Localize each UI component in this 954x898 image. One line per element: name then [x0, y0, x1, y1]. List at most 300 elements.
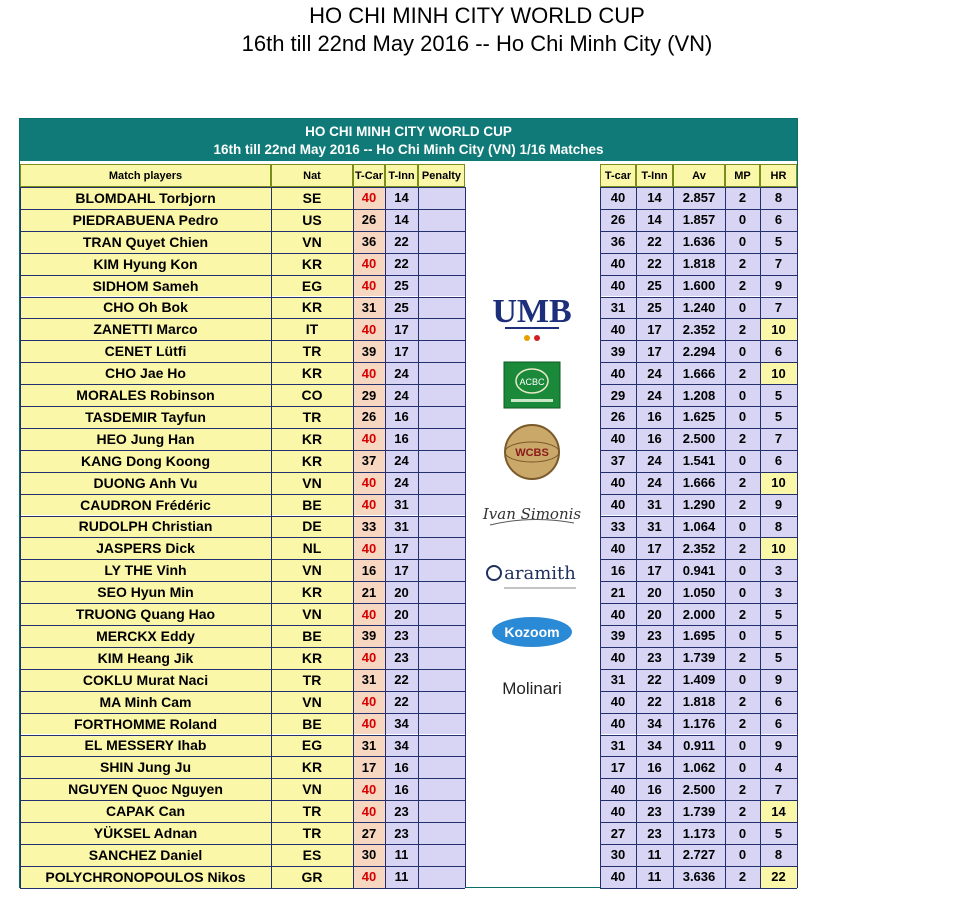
player-tcar: 40 — [353, 362, 385, 384]
player-penalty — [418, 756, 465, 778]
row-divider — [600, 231, 797, 232]
result-average: 2.727 — [673, 844, 725, 866]
result-mp: 0 — [725, 844, 760, 866]
result-average: 2.500 — [673, 778, 725, 800]
result-hr: 8 — [760, 516, 797, 538]
player-nat: TR — [271, 340, 353, 362]
player-nat: EG — [271, 735, 353, 757]
row-divider — [600, 822, 797, 823]
player-nat: DE — [271, 516, 353, 538]
result-mp: 2 — [725, 537, 760, 559]
row-divider — [600, 297, 797, 298]
row-divider — [20, 406, 465, 407]
player-tinn: 22 — [385, 231, 418, 253]
player-nat: TR — [271, 822, 353, 844]
result-hr: 10 — [760, 362, 797, 384]
result-tcar: 31 — [600, 669, 636, 691]
row-divider — [20, 494, 465, 495]
player-tcar: 40 — [353, 472, 385, 494]
player-penalty — [418, 603, 465, 625]
player-nat: VN — [271, 231, 353, 253]
player-name: YÜKSEL Adnan — [20, 822, 271, 844]
result-tinn: 24 — [636, 384, 673, 406]
row-divider — [20, 735, 465, 736]
result-tinn: 25 — [636, 297, 673, 319]
result-tinn: 17 — [636, 318, 673, 340]
result-mp: 2 — [725, 187, 760, 209]
player-penalty — [418, 669, 465, 691]
result-tinn: 17 — [636, 340, 673, 362]
player-name: TRUONG Quang Hao — [20, 603, 271, 625]
result-tinn: 20 — [636, 603, 673, 625]
result-average: 1.857 — [673, 209, 725, 231]
result-tcar: 40 — [600, 472, 636, 494]
result-tcar: 39 — [600, 340, 636, 362]
player-penalty — [418, 844, 465, 866]
result-mp: 2 — [725, 691, 760, 713]
row-divider — [600, 406, 797, 407]
player-penalty — [418, 209, 465, 231]
player-penalty — [418, 231, 465, 253]
row-divider — [20, 297, 465, 298]
row-divider — [600, 778, 797, 779]
result-tinn: 11 — [636, 844, 673, 866]
result-tcar: 26 — [600, 406, 636, 428]
row-divider — [20, 253, 465, 254]
result-hr: 7 — [760, 253, 797, 275]
result-hr: 22 — [760, 866, 797, 888]
result-tinn: 23 — [636, 647, 673, 669]
header-hr: HR — [760, 164, 797, 187]
player-nat: KR — [271, 253, 353, 275]
player-tinn: 16 — [385, 406, 418, 428]
row-divider — [20, 187, 465, 188]
result-mp: 0 — [725, 406, 760, 428]
player-penalty — [418, 691, 465, 713]
row-divider — [20, 559, 465, 560]
wcbs-logo — [465, 422, 598, 482]
result-tcar: 31 — [600, 735, 636, 757]
player-penalty — [418, 450, 465, 472]
result-tinn: 23 — [636, 800, 673, 822]
player-name: KIM Hyung Kon — [20, 253, 271, 275]
result-average: 1.409 — [673, 669, 725, 691]
player-tcar: 31 — [353, 735, 385, 757]
player-tinn: 31 — [385, 494, 418, 516]
result-tinn: 22 — [636, 669, 673, 691]
result-tinn: 22 — [636, 253, 673, 275]
player-nat: BE — [271, 625, 353, 647]
simonis-logo-text: Ivan Simonis — [482, 505, 581, 523]
player-nat: NL — [271, 537, 353, 559]
player-tinn: 34 — [385, 735, 418, 757]
row-divider — [20, 756, 465, 757]
row-divider — [600, 625, 797, 626]
player-tcar: 40 — [353, 866, 385, 888]
row-divider — [20, 888, 465, 889]
column-divider — [760, 187, 761, 888]
result-tinn: 23 — [636, 625, 673, 647]
player-name: TASDEMIR Tayfun — [20, 406, 271, 428]
row-divider — [20, 669, 465, 670]
player-name: CHO Jae Ho — [20, 362, 271, 384]
player-name: CAPAK Can — [20, 800, 271, 822]
player-nat: VN — [271, 691, 353, 713]
row-divider — [600, 713, 797, 714]
player-nat: CO — [271, 384, 353, 406]
result-hr: 5 — [760, 603, 797, 625]
player-penalty — [418, 713, 465, 735]
result-tinn: 16 — [636, 406, 673, 428]
row-divider — [600, 428, 797, 429]
player-nat: TR — [271, 406, 353, 428]
player-name: SANCHEZ Daniel — [20, 844, 271, 866]
player-tinn: 20 — [385, 581, 418, 603]
result-tcar: 29 — [600, 384, 636, 406]
player-tcar: 40 — [353, 253, 385, 275]
player-tcar: 40 — [353, 603, 385, 625]
player-tinn: 25 — [385, 275, 418, 297]
result-tcar: 40 — [600, 866, 636, 888]
row-divider — [20, 537, 465, 538]
player-name: BLOMDAHL Torbjorn — [20, 187, 271, 209]
result-hr: 4 — [760, 756, 797, 778]
player-penalty — [418, 822, 465, 844]
row-divider — [20, 778, 465, 779]
header-right-tinn: T-Inn — [636, 164, 673, 187]
result-average: 0.941 — [673, 559, 725, 581]
header-penalty: Penalty — [418, 164, 465, 187]
column-divider — [636, 187, 637, 888]
player-tcar: 31 — [353, 297, 385, 319]
row-divider — [20, 603, 465, 604]
result-mp: 0 — [725, 822, 760, 844]
player-name: TRAN Quyet Chien — [20, 231, 271, 253]
aramith-logo-text: aramith — [503, 563, 576, 584]
result-average: 1.050 — [673, 581, 725, 603]
player-name: SIDHOM Sameh — [20, 275, 271, 297]
player-tcar: 39 — [353, 340, 385, 362]
result-mp: 0 — [725, 450, 760, 472]
result-mp: 0 — [725, 669, 760, 691]
player-name: SEO Hyun Min — [20, 581, 271, 603]
player-nat: KR — [271, 362, 353, 384]
result-tinn: 16 — [636, 756, 673, 778]
header-tcar: T-Car — [353, 164, 385, 187]
player-tinn: 23 — [385, 800, 418, 822]
result-tinn: 17 — [636, 537, 673, 559]
player-tcar: 40 — [353, 537, 385, 559]
player-name: MA Minh Cam — [20, 691, 271, 713]
player-name: KANG Dong Koong — [20, 450, 271, 472]
result-tcar: 40 — [600, 537, 636, 559]
player-penalty — [418, 516, 465, 538]
result-hr: 8 — [760, 844, 797, 866]
player-tinn: 24 — [385, 472, 418, 494]
player-tinn: 14 — [385, 187, 418, 209]
result-tinn: 23 — [636, 822, 673, 844]
result-mp: 2 — [725, 318, 760, 340]
result-hr: 14 — [760, 800, 797, 822]
result-mp: 2 — [725, 275, 760, 297]
player-tinn: 20 — [385, 603, 418, 625]
player-name: COKLU Murat Naci — [20, 669, 271, 691]
player-tcar: 30 — [353, 844, 385, 866]
result-average: 2.500 — [673, 428, 725, 450]
player-nat: VN — [271, 778, 353, 800]
result-hr: 5 — [760, 406, 797, 428]
player-tinn: 16 — [385, 756, 418, 778]
result-tcar: 40 — [600, 318, 636, 340]
player-tcar: 40 — [353, 713, 385, 735]
result-hr: 6 — [760, 713, 797, 735]
result-mp: 2 — [725, 647, 760, 669]
player-tinn: 16 — [385, 778, 418, 800]
result-tcar: 40 — [600, 253, 636, 275]
result-hr: 5 — [760, 231, 797, 253]
player-tinn: 24 — [385, 384, 418, 406]
result-tinn: 24 — [636, 362, 673, 384]
row-divider — [20, 647, 465, 648]
result-hr: 6 — [760, 340, 797, 362]
column-divider — [20, 187, 21, 888]
player-tcar: 40 — [353, 428, 385, 450]
result-mp: 2 — [725, 253, 760, 275]
player-penalty — [418, 340, 465, 362]
player-penalty — [418, 800, 465, 822]
result-tcar: 40 — [600, 428, 636, 450]
player-tinn: 23 — [385, 625, 418, 647]
result-tinn: 14 — [636, 187, 673, 209]
row-divider — [20, 340, 465, 341]
column-divider — [271, 187, 272, 888]
player-penalty — [418, 581, 465, 603]
result-mp: 0 — [725, 625, 760, 647]
result-mp: 0 — [725, 340, 760, 362]
row-divider — [600, 494, 797, 495]
column-divider — [465, 187, 466, 888]
acbc-logo-text: ACBC — [518, 377, 545, 387]
player-name: MERCKX Eddy — [20, 625, 271, 647]
result-tcar: 31 — [600, 297, 636, 319]
result-average: 2.000 — [673, 603, 725, 625]
result-tinn: 17 — [636, 559, 673, 581]
player-tinn: 17 — [385, 340, 418, 362]
player-tinn: 17 — [385, 559, 418, 581]
row-divider — [600, 384, 797, 385]
result-average: 1.541 — [673, 450, 725, 472]
result-mp: 2 — [725, 713, 760, 735]
result-tinn: 22 — [636, 691, 673, 713]
result-hr: 5 — [760, 625, 797, 647]
result-tinn: 34 — [636, 713, 673, 735]
player-tinn: 17 — [385, 318, 418, 340]
aramith-logo — [465, 554, 598, 596]
result-average: 1.666 — [673, 472, 725, 494]
player-name: LY THE Vinh — [20, 559, 271, 581]
player-tcar: 31 — [353, 669, 385, 691]
player-penalty — [418, 297, 465, 319]
player-nat: ES — [271, 844, 353, 866]
result-hr: 9 — [760, 275, 797, 297]
result-tcar: 40 — [600, 800, 636, 822]
result-mp: 0 — [725, 384, 760, 406]
result-mp: 0 — [725, 231, 760, 253]
player-tinn: 34 — [385, 713, 418, 735]
result-average: 1.208 — [673, 384, 725, 406]
result-mp: 2 — [725, 472, 760, 494]
result-hr: 10 — [760, 537, 797, 559]
row-divider — [20, 713, 465, 714]
player-nat: VN — [271, 472, 353, 494]
player-tinn: 24 — [385, 362, 418, 384]
column-divider — [353, 187, 354, 888]
player-tinn: 23 — [385, 647, 418, 669]
umb-logo-text: UMB — [491, 292, 572, 330]
result-tcar: 40 — [600, 691, 636, 713]
player-tcar: 40 — [353, 318, 385, 340]
simonis-logo — [465, 489, 598, 537]
column-divider — [673, 187, 674, 888]
result-tinn: 24 — [636, 450, 673, 472]
player-nat: VN — [271, 603, 353, 625]
row-divider — [20, 428, 465, 429]
result-hr: 7 — [760, 297, 797, 319]
player-tcar: 40 — [353, 275, 385, 297]
result-mp: 0 — [725, 559, 760, 581]
player-nat: KR — [271, 756, 353, 778]
row-divider — [20, 866, 465, 867]
result-average: 1.739 — [673, 647, 725, 669]
player-tcar: 17 — [353, 756, 385, 778]
result-tinn: 16 — [636, 778, 673, 800]
row-divider — [20, 800, 465, 801]
result-hr: 3 — [760, 581, 797, 603]
result-average: 1.818 — [673, 691, 725, 713]
player-tinn: 22 — [385, 253, 418, 275]
player-tcar: 40 — [353, 494, 385, 516]
result-average: 1.625 — [673, 406, 725, 428]
player-tcar: 27 — [353, 822, 385, 844]
header-mp: MP — [725, 164, 760, 187]
result-average: 1.062 — [673, 756, 725, 778]
player-penalty — [418, 253, 465, 275]
player-penalty — [418, 559, 465, 581]
result-mp: 0 — [725, 756, 760, 778]
player-penalty — [418, 647, 465, 669]
wcbs-logo-text: WCBS — [514, 447, 549, 459]
result-tcar: 21 — [600, 581, 636, 603]
result-tcar: 26 — [600, 209, 636, 231]
sponsor-column — [465, 164, 598, 886]
kozoom-logo-text: Kozoom — [503, 624, 560, 640]
row-divider — [20, 516, 465, 517]
player-name: MORALES Robinson — [20, 384, 271, 406]
player-tcar: 40 — [353, 800, 385, 822]
column-divider — [600, 187, 601, 888]
result-average: 2.352 — [673, 537, 725, 559]
row-divider — [20, 691, 465, 692]
player-name: JASPERS Dick — [20, 537, 271, 559]
row-divider — [600, 362, 797, 363]
row-divider — [600, 559, 797, 560]
result-tcar: 39 — [600, 625, 636, 647]
player-name: CENET Lütfi — [20, 340, 271, 362]
result-average: 1.240 — [673, 297, 725, 319]
result-tcar: 40 — [600, 187, 636, 209]
row-divider — [600, 472, 797, 473]
player-tcar: 16 — [353, 559, 385, 581]
player-penalty — [418, 625, 465, 647]
row-divider — [600, 275, 797, 276]
row-divider — [600, 581, 797, 582]
player-tcar: 33 — [353, 516, 385, 538]
player-tcar: 40 — [353, 691, 385, 713]
player-tinn: 22 — [385, 691, 418, 713]
header-nat: Nat — [271, 164, 353, 187]
result-average: 1.600 — [673, 275, 725, 297]
row-divider — [20, 450, 465, 451]
result-mp: 2 — [725, 800, 760, 822]
result-average: 1.666 — [673, 362, 725, 384]
player-name: EL MESSERY Ihab — [20, 735, 271, 757]
result-tinn: 14 — [636, 209, 673, 231]
result-tcar: 40 — [600, 713, 636, 735]
player-penalty — [418, 735, 465, 757]
row-divider — [600, 866, 797, 867]
row-divider — [600, 253, 797, 254]
player-penalty — [418, 318, 465, 340]
result-mp: 2 — [725, 428, 760, 450]
table-banner — [20, 119, 797, 161]
result-mp: 2 — [725, 603, 760, 625]
player-nat: KR — [271, 297, 353, 319]
result-hr: 9 — [760, 494, 797, 516]
player-nat: SE — [271, 187, 353, 209]
player-penalty — [418, 275, 465, 297]
result-tcar: 30 — [600, 844, 636, 866]
player-nat: VN — [271, 559, 353, 581]
result-hr: 9 — [760, 735, 797, 757]
player-nat: EG — [271, 275, 353, 297]
umb-logo — [465, 279, 598, 354]
result-average: 3.636 — [673, 866, 725, 888]
result-hr: 8 — [760, 187, 797, 209]
row-divider — [600, 800, 797, 801]
row-divider — [20, 209, 465, 210]
player-name: RUDOLPH Christian — [20, 516, 271, 538]
player-nat: KR — [271, 428, 353, 450]
player-tcar: 26 — [353, 406, 385, 428]
result-tcar: 40 — [600, 362, 636, 384]
player-tinn: 31 — [385, 516, 418, 538]
player-tinn: 23 — [385, 822, 418, 844]
result-tcar: 17 — [600, 756, 636, 778]
player-penalty — [418, 362, 465, 384]
player-penalty — [418, 384, 465, 406]
result-tcar: 37 — [600, 450, 636, 472]
player-nat: GR — [271, 866, 353, 888]
header-av: Av — [673, 164, 725, 187]
row-divider — [20, 318, 465, 319]
result-mp: 0 — [725, 209, 760, 231]
result-hr: 5 — [760, 822, 797, 844]
document-title: HO CHI MINH CITY WORLD CUP — [309, 3, 645, 28]
player-penalty — [418, 866, 465, 888]
row-divider — [600, 691, 797, 692]
player-name: DUONG Anh Vu — [20, 472, 271, 494]
player-name: ZANETTI Marco — [20, 318, 271, 340]
